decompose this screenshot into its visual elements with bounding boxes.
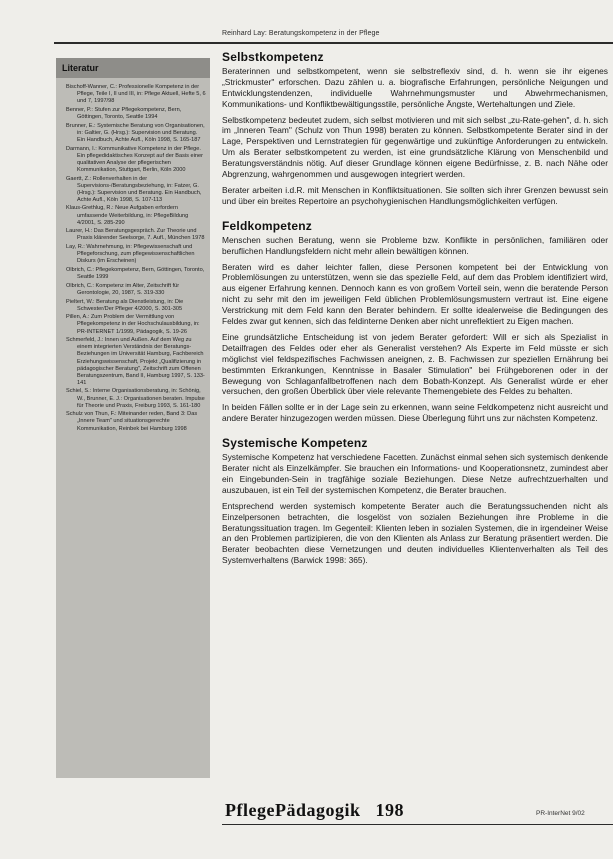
reference-item: Schiel, S.: Interne Organisationsberatung, in: Schönig, W., Brunner, E. J.: Organisationen beraten. Impulse für Theorie und Praxis, Freiburg 1993, S. 161-180 — [66, 388, 205, 409]
paragraph: Beraten wird es daher leichter fallen, diese Personen kompetent bei der Entwicklung von Problemlösungen zu unterstützen, wenn sie das spezielle Feld, auf dem das Problem identifiziert wird, aus eigener Erfahrung kennen. Dennoch kann es von großem Vorteil sein, wenn die beratende Person nicht zu sehr mit den im jeweiligen Feld üblichen Problemlösungsmustern vertraut ist. Eine eigene Verstrickung mit dem Feld kann den Berater behindern. Er sollte idealerweise die Bedingungen des Feldes zwar gut kennen, sich das feldinterne Denken aber nicht unreflektiert zu Eigen machen. — [222, 261, 608, 327]
paragraph: Menschen suchen Beratung, wenn sie Probleme bzw. Konflikte in persönlichen, familiären oder beruflichen Handlungsfeldern nicht mehr allein bewältigen können. — [222, 234, 608, 256]
reference-item: Pillen, A.: Zum Problem der Vermittlung von Pflegekompetenz in der Hochschulausbildung, in: PR-INTERNET 1/1999, Pädagogik, S. 19-26 — [66, 314, 200, 335]
paragraph: Selbstkompetenz bedeutet zudem, sich selbst motivieren und mit sich selbst „zu-Rate-gehen", d. h. sich im „Inneren Team" (Schulz von Thun 1998) beraten zu können. Selbstkompetente Berater sind in der Lage, Perspektiven und Lernstrategien für gegenwärtige und zukünftige Anforderungen zu entwickeln. Um als Berater selbstkompetent zu werden, ist eine grundsätzliche Klärung von Menschenbild und Beratungsverständnis nötig. Auf dieser Grundlage können eigene Bedürfnisse, z. B. nach Nähe oder Abgrenzung, wahrgenommen und ausgewogen integriert werden. — [222, 114, 608, 180]
section-heading: Feldkompetenz — [222, 218, 312, 233]
reference-item: Bischoff-Wanner, C.: Professionelle Kompetenz in der Pflege, Teile I, II und III, in: Pflege Aktuell, Hefte 5, 6 und 7, 1997/98 — [66, 84, 206, 105]
journal-name: PflegePädagogik — [225, 800, 361, 820]
reference-item: Laurer, H.: Das Beratungsgespräch. Zur Theorie und Praxis klärender Seelsorge, 7. Aufl., München 1978 — [66, 228, 205, 242]
reference-item: Darmann, I.: Kommunikative Kompetenz in der Pflege. Ein pflegedidaktisches Konzept auf der Basis einer qualitativen Analyse der pflegerischen Kommunikation, Stuttgart, Berlin, Köln 2000 — [66, 145, 203, 173]
paragraph: Berater arbeiten i.d.R. mit Menschen in Konfliktsituationen. Sie sollten sich ihrer Grenzen bewusst sein und über ein breites Repertoire an psychohygienischen Handlungsmöglichkeiten verfügen. — [222, 184, 608, 206]
section-selbstkompetenz — [222, 52, 608, 207]
main-text-column — [222, 52, 608, 571]
paragraph: Systemische Kompetenz hat verschiedene Facetten. Zunächst einmal sehen sich systemisch denkende Berater nicht als Einzelkämpfer. Sie brauchen ein Informations- und Kooperationsnetz, zumindest aber ein Eingebunden-Sein in tragfähige soziale Beziehungen. Diese Netze aufrechtzuerhalten und auszubauen, ist ein Teil der systemischen Kompetenz, die Berater brauchen. — [222, 452, 608, 495]
section-heading: Systemische Kompetenz — [222, 436, 368, 451]
literature-sidebar — [56, 58, 210, 778]
paragraph: Beraterinnen und selbstkompetent, wenn sie selbstreflexiv sind, d. h. wenn sie ihr eigenes „Strickmuster" erforschen. Dazu zählen u. a. biografische Erfahrungen, persönliche Neigungen und Entwicklungstendenzen, individuelle Wahrnehmungsmuster und Abwehrmechanismen, Kommunikations- und Konfliktbewältigungsstile, persönliche Ängste, Wertehaltungen und Ziele. — [222, 65, 608, 109]
running-head: Reinhard Lay: Beratungskompetenz in der Pflege — [222, 30, 380, 37]
reference-list — [66, 84, 206, 434]
reference-item: Brunner, E.: Systemische Beratung von Organisationen, in: Galtier, G. (Hrsg.): Supervision und Beratung. Ein Handbuch, Achte Aufl., Köln 1998, S. 165-187 — [66, 122, 205, 143]
footer-logo — [225, 800, 404, 821]
reference-item: Schulz von Thun, F.: Miteinander reden, Band 3: Das „Innere Team" und situationsgerechte Kommunikation, Reinbek bei Hamburg 1998 — [66, 411, 198, 432]
reference-item: Klaus-Grethlug, R.: Neue Aufgaben erfordern umfassende Weiterbildung, in: PflegeBildung 4/2001, S. 285-290 — [66, 205, 189, 226]
sidebar-title: Literatur — [62, 63, 99, 73]
reference-item: Olbrich, C.: Pflegekompetenz, Bern, Göttingen, Toronto, Seattle 1999 — [66, 267, 205, 281]
header-rule — [54, 42, 613, 44]
section-feldkompetenz — [222, 218, 608, 424]
reference-item: Olbrich, C.: Kompetenz im Alter, Zeitschrift für Gerontologie, 20, 1987, S. 319-330 — [66, 282, 180, 296]
footer-note: PR-InterNet 9/02 — [536, 810, 585, 817]
footer-rule — [222, 824, 613, 825]
paragraph: In beiden Fällen sollte er in der Lage sein zu erkennen, wann seine Feldkompetenz nicht ausreicht und andere Berater hinzugezogen werden müssen. Diese Überlegung führt uns zur nächsten Kompetenz. — [222, 402, 608, 424]
paragraph: Eine grundsätzliche Entscheidung ist von jedem Berater gefordert: Will er sich als Spezialist in Detailfragen des Feldes oder eher als Generalist verstehen? Als Experte im Feld müsste er sich möglichst viel feldspezifisches Fachwissen aneignen, z. B. Fachwissen zur speziellen Ernährung bei bestimmten Erkrankungen, Kenntnisse in Basaler Stimulation" bei Frühgeborenen oder in der Bewegung von Schlaganfallbetroffenen nach dem Bobath-Konzept. Als Generalist würde er eher versuchen, den großen Überblick über viele relevante Themengebiete des Feldes zu behalten. — [222, 331, 608, 397]
reference-item: Lay, R.: Wahrnehmung, in: Pflegewissenschaft und Pflegeforschung, zum pflegewissenschaftlichen Diskurs (im Erscheinen) — [66, 244, 195, 265]
sidebar-header-bar — [56, 58, 210, 78]
section-systemische-kompetenz — [222, 438, 608, 566]
page-number: 198 — [375, 800, 404, 820]
reference-item: Gaertt, Z.: Rollenverhalten in der Supervisions-/Beratungsbeziehung, in: Fatzer, G. (Hrsg.): Supervision und Beratung. Ein Handbuch, Achte Aufl., Köln 1998, S. 107-113 — [66, 175, 202, 203]
section-heading: Selbstkompetenz — [222, 50, 324, 64]
reference-item: Benner, P.: Stufen zur Pflegekompetenz, Bern, Göttingen, Toronto, Seattle 1994 — [66, 106, 182, 120]
paragraph: Entsprechend werden systemisch kompetente Berater auch die Beratungssuchenden nicht als Einzelpersonen betrachten, die losgelöst von sozialen Beziehungen ihre Probleme in die Beratungssituation tragen. Im Gegenteil: Klienten leben in sozialen Systemen, die in irgendeiner Weise an den Problemen partizipieren, die von den Klienten als Anlass zur Beratung präsentiert werden. Die Berater beobachten diese Vernetzungen und deuten individuelles Klientenverhalten als Teil des Systemverhaltens (Barwick 1998: 365). — [222, 500, 608, 566]
reference-item: Pieltert, W.: Beratung als Dienstleistung, in: Die Schwester/Der Pfleger 4/2000, S. 301-305 — [66, 298, 184, 312]
reference-item: Schmerfeld, J.: Innen und Außen. Auf dem Weg zu einem integrierten Verständnis der Beratungs-Beziehungen im Universität Hamburg, Fachbereich Erziehungswissenschaft, Projekt „Qualifizierung in pädagogischer Beratung", Zeitschrift zum Offenen Beratungszentrum, Band II, Hamburg 1997, S. 133-141 — [66, 337, 205, 386]
